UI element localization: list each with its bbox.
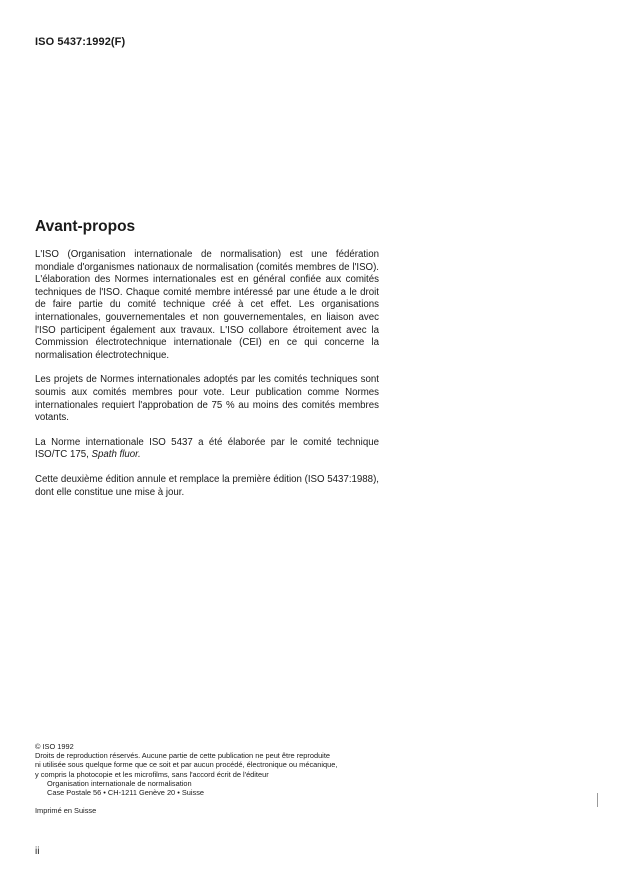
committee-name: Spath fluor. xyxy=(91,449,141,461)
copyright-block xyxy=(35,742,385,815)
publisher-address: Case Postale 56 • CH-1211 Genève 20 • Suisse xyxy=(47,788,205,798)
paragraph-committee xyxy=(35,437,379,462)
scan-edge-mark xyxy=(597,793,598,807)
paragraph-voting: Les projets de Normes internationales adoptés par les comités techniques sont soumis aux comités membres pour vote. Leur publication comme Normes internationales requiert l'approbation de 75 % au moins des comités membres votants. xyxy=(35,374,379,424)
foreword-body xyxy=(35,249,379,511)
publisher-name: Organisation internationale de normalisation xyxy=(47,778,192,788)
page-number: ii xyxy=(35,846,40,857)
printed-in: Imprimé en Suisse xyxy=(35,806,97,816)
rights-line-1: Droits de reproduction réservés. Aucune partie de cette publication ne peut être reproduite xyxy=(35,751,330,761)
document-reference: ISO 5437:1992(F) xyxy=(35,36,126,48)
committee-text: La Norme internationale ISO 5437 a été élaborée par le comité technique ISO/TC 175, xyxy=(35,436,379,461)
paragraph-iso-description: L'ISO (Organisation internationale de normalisation) est une fédération mondiale d'organismes nationaux de normalisation (comités membres de l'ISO). L'élaboration des Normes internationales est en général confiée aux comités techniques de l'ISO. Chaque comité membre intéressé par une étude a le droit de faire partie du comité technique créé à cet effet. Les organisations internationales, gouvernementales et non gouvernementales, en liaison avec l'ISO participent également aux travaux. L'ISO collabore étroitement avec la Commission électrotechnique internationale (CEI) en ce qui concerne la normalisation électrotechnique. xyxy=(35,249,379,361)
section-title: Avant-propos xyxy=(35,218,136,235)
rights-line-3: y compris la photocopie et les microfilms, sans l'accord écrit de l'éditeur xyxy=(35,769,269,779)
rights-line-2: ni utilisée sous quelque forme que ce soit et par aucun procédé, électronique ou mécanique, xyxy=(35,760,338,770)
paragraph-edition: Cette deuxième édition annule et remplace la première édition (ISO 5437:1988), dont elle constitue une mise à jour. xyxy=(35,473,379,498)
copyright-line: © ISO 1992 xyxy=(35,742,74,751)
